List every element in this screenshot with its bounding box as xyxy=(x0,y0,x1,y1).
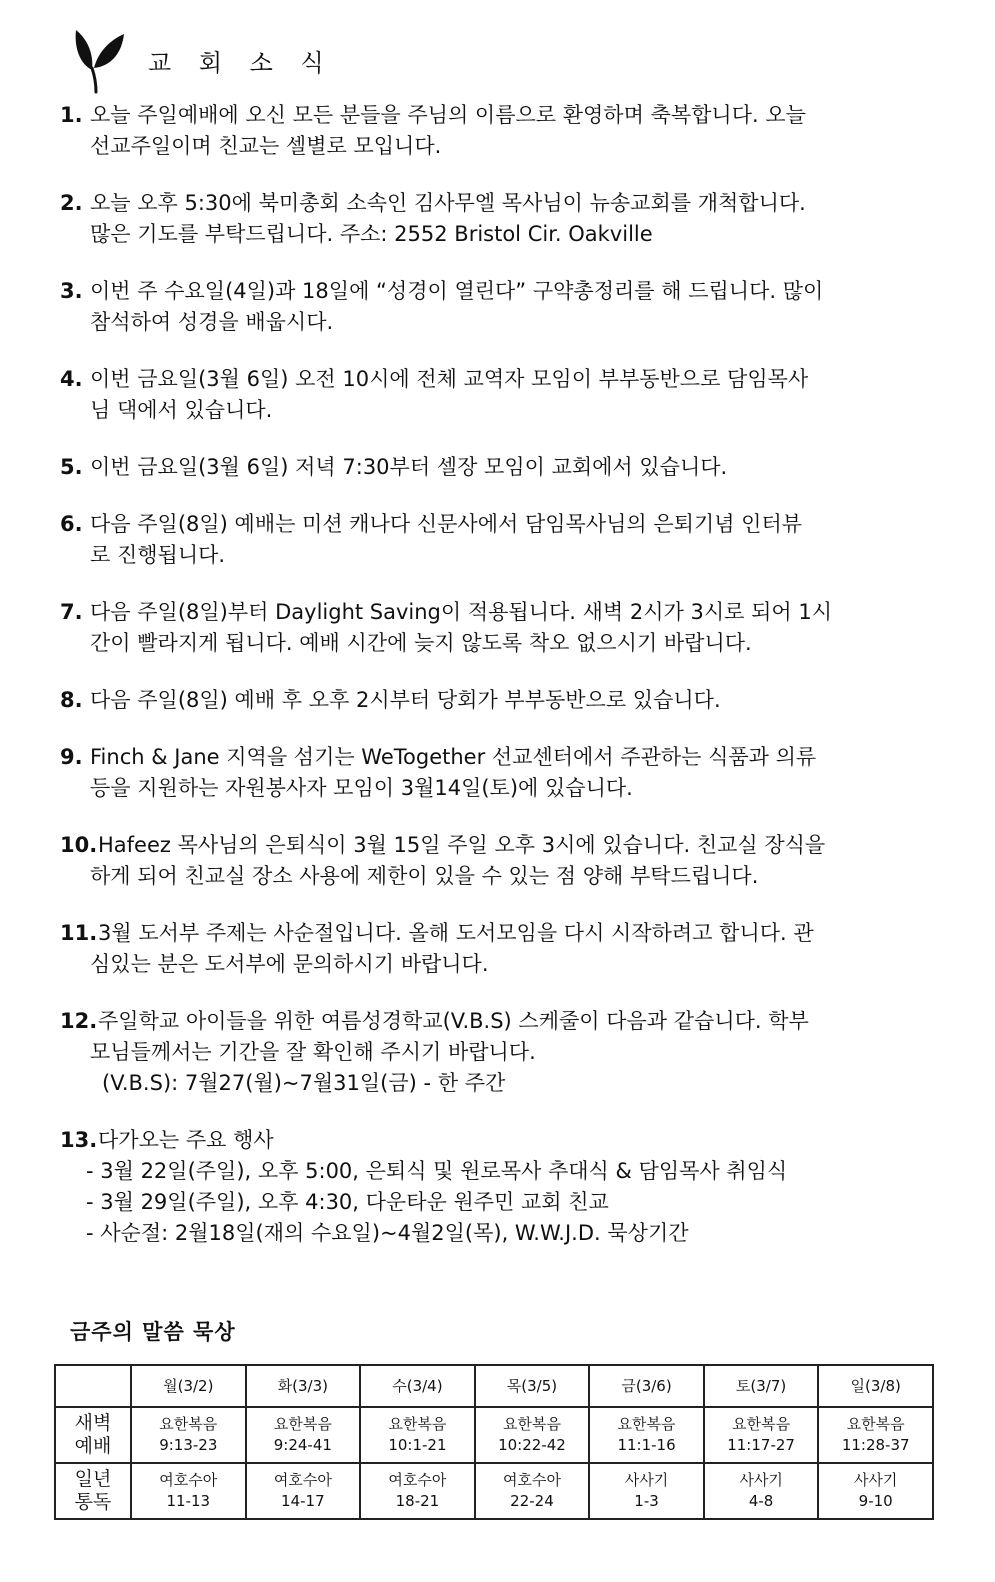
table-cell xyxy=(589,1463,704,1519)
notice-event: - 3월 29일(주일), 오후 4:30, 다운타운 원주민 교회 친교 xyxy=(86,1190,609,1214)
notice-line: 오늘 오후 5:30에 북미총회 소속인 김사무엘 목사님이 뉴송교회를 개척합니다. xyxy=(90,191,806,215)
verse-range: 11:17-27 xyxy=(727,1436,795,1454)
notice-item xyxy=(60,509,930,571)
notice-event: - 3월 22일(주일), 오후 5:00, 은퇴식 및 원로목사 추대식 & 담임목사 취임식 xyxy=(86,1159,788,1183)
verse-range: 10:1-21 xyxy=(388,1436,447,1454)
notice-line: 선교주일이며 친교는 셀별로 모입니다. xyxy=(90,134,442,158)
notice-line: 주일학교 아이들을 위한 여름성경학교(V.B.S) 스케줄이 다음과 같습니다. 학부 xyxy=(98,1009,809,1033)
notice-item xyxy=(60,597,930,659)
verse-range: 4-8 xyxy=(748,1492,774,1510)
notice-number: 5. xyxy=(60,455,83,479)
verse-range: 9-10 xyxy=(858,1492,893,1510)
notice-line: 등을 지원하는 자원봉사자 모임이 3월14일(토)에 있습니다. xyxy=(90,776,633,800)
table-row xyxy=(55,1407,933,1463)
verse-range: 18-21 xyxy=(395,1492,440,1510)
notice-number: 2. xyxy=(60,191,83,215)
notice-number: 10. xyxy=(60,833,98,857)
verse-range: 22-24 xyxy=(510,1492,554,1510)
book-name: 사사기 xyxy=(739,1471,783,1489)
row-label-line: 일년 xyxy=(74,1468,112,1490)
notice-item xyxy=(60,276,930,338)
notice-line: 다음 주일(8일) 예배는 미션 캐나다 신문사에서 담임목사님의 은퇴기념 인터뷰 xyxy=(90,512,803,536)
notice-item xyxy=(60,918,930,980)
row-label xyxy=(55,1463,131,1519)
sprout-icon xyxy=(72,24,132,96)
notice-item xyxy=(60,685,930,716)
book-name: 여호수아 xyxy=(502,1471,561,1489)
day-header: 토(3/7) xyxy=(704,1365,819,1407)
notice-line: 오늘 주일예배에 오신 모든 분들을 주님의 이름으로 환영하며 축복합니다. 오늘 xyxy=(90,103,806,127)
book-name: 요한복음 xyxy=(846,1415,905,1433)
book-name: 요한복음 xyxy=(388,1415,447,1433)
notice-number: 4. xyxy=(60,367,83,391)
notice-number: 1. xyxy=(60,103,83,127)
table-cell xyxy=(246,1407,361,1463)
table-cell xyxy=(589,1407,704,1463)
notice-line: 하게 되어 친교실 장소 사용에 제한이 있을 수 있는 점 양해 부탁드립니다. xyxy=(90,864,759,888)
notice-item xyxy=(60,188,930,250)
notice-line: 모님들께서는 기간을 잘 확인해 주시기 바랍니다. xyxy=(90,1040,536,1064)
table-cell xyxy=(475,1463,590,1519)
verse-range: 10:22-42 xyxy=(498,1436,566,1454)
verse-range: 11:28-37 xyxy=(841,1436,910,1454)
notice-item xyxy=(60,1125,930,1249)
verse-range: 11-13 xyxy=(166,1492,211,1510)
day-header: 화(3/3) xyxy=(246,1365,361,1407)
notice-item xyxy=(60,1006,930,1099)
table-cell xyxy=(704,1407,819,1463)
meditation-table xyxy=(54,1364,934,1520)
notice-line: 이번 금요일(3월 6일) 저녁 7:30부터 셀장 모임이 교회에서 있습니다. xyxy=(90,455,728,479)
book-name: 요한복음 xyxy=(273,1415,332,1433)
day-header: 일(3/8) xyxy=(818,1365,933,1407)
day-header: 월(3/2) xyxy=(131,1365,246,1407)
notice-number: 3. xyxy=(60,279,83,303)
notice-line: 많은 기도를 부탁드립니다. 주소: 2552 Bristol Cir. Oakville xyxy=(90,222,653,246)
verse-range: 11:1-16 xyxy=(617,1436,676,1454)
table-cell xyxy=(818,1407,933,1463)
notice-line: Finch & Jane 지역을 섬기는 WeTogether 선교센터에서 주관하는 식품과 의류 xyxy=(90,745,817,769)
row-label-line: 통독 xyxy=(74,1491,112,1513)
row-label-line: 새벽 xyxy=(74,1412,112,1434)
notice-number: 7. xyxy=(60,600,83,624)
verse-range: 1-3 xyxy=(634,1492,659,1510)
table-header-row xyxy=(55,1365,933,1407)
day-header: 금(3/6) xyxy=(589,1365,704,1407)
notice-line: 3월 도서부 주제는 사순절입니다. 올해 도서모임을 다시 시작하려고 합니다. 관 xyxy=(98,921,814,945)
notice-line: 간이 빨라지게 됩니다. 예배 시간에 늦지 않도록 착오 없으시기 바랍니다. xyxy=(90,631,752,655)
notice-line: 참석하여 성경을 배웁시다. xyxy=(90,310,334,334)
notice-line: 이번 금요일(3월 6일) 오전 10시에 전체 교역자 모임이 부부동반으로 담임목사 xyxy=(90,367,809,391)
book-name: 요한복음 xyxy=(732,1415,791,1433)
notice-number: 13. xyxy=(60,1128,98,1152)
notice-line: 이번 주 수요일(4일)과 18일에 “성경이 열린다” 구약총정리를 해 드립니다. 많이 xyxy=(90,279,824,303)
notice-number: 12. xyxy=(60,1009,98,1033)
table-cell xyxy=(131,1407,246,1463)
book-name: 여호수아 xyxy=(273,1471,332,1489)
table-cell xyxy=(475,1407,590,1463)
table-row xyxy=(55,1463,933,1519)
notice-line: (V.B.S): 7월27(월)~7월31일(금) - 한 주간 xyxy=(102,1071,506,1095)
notice-item xyxy=(60,100,930,162)
notice-number: 11. xyxy=(60,921,98,945)
day-header: 목(3/5) xyxy=(475,1365,590,1407)
meditation-title: 금주의 말씀 묵상 xyxy=(70,1320,236,1344)
notice-number: 6. xyxy=(60,512,83,536)
verse-range: 9:24-41 xyxy=(273,1436,332,1454)
notice-item xyxy=(60,830,930,892)
notice-line: 다음 주일(8일)부터 Daylight Saving이 적용됩니다. 새벽 2시가 3시로 되어 1시 xyxy=(90,600,832,624)
table-cell xyxy=(360,1463,475,1519)
book-name: 사사기 xyxy=(624,1471,669,1489)
table-cell xyxy=(818,1463,933,1519)
table-cell xyxy=(704,1463,819,1519)
notice-number: 9. xyxy=(60,745,83,769)
book-name: 요한복음 xyxy=(502,1415,561,1433)
book-name: 요한복음 xyxy=(159,1415,218,1433)
notice-line: 로 진행됩니다. xyxy=(90,543,226,567)
notice-number: 8. xyxy=(60,688,83,712)
table-corner-cell xyxy=(55,1365,131,1407)
notice-item xyxy=(60,364,930,426)
book-name: 여호수아 xyxy=(388,1471,447,1489)
book-name: 여호수아 xyxy=(159,1471,218,1489)
row-label-line: 예배 xyxy=(74,1435,112,1457)
notice-item xyxy=(60,452,930,483)
notice-event: - 사순절: 2월18일(재의 수요일)~4월2일(목), W.W.J.D. 묵상기간 xyxy=(86,1221,689,1245)
page-title: 교 회 소 식 xyxy=(148,49,334,77)
book-name: 요한복음 xyxy=(617,1415,676,1433)
row-label xyxy=(55,1407,131,1463)
verse-range: 14-17 xyxy=(281,1492,325,1510)
table-cell xyxy=(131,1463,246,1519)
page-header xyxy=(72,24,472,94)
book-name: 사사기 xyxy=(853,1471,898,1489)
notice-line: 님 댁에서 있습니다. xyxy=(90,398,273,422)
notice-line: 다가오는 주요 행사 xyxy=(98,1128,274,1152)
notice-list xyxy=(60,100,930,1275)
notice-item xyxy=(60,742,930,804)
verse-range: 9:13-23 xyxy=(159,1436,218,1454)
notice-line: Hafeez 목사님의 은퇴식이 3월 15일 주일 오후 3시에 있습니다. 친교실 장식을 xyxy=(98,833,826,857)
notice-line: 심있는 분은 도서부에 문의하시기 바랍니다. xyxy=(90,952,489,976)
day-header: 수(3/4) xyxy=(360,1365,475,1407)
table-cell xyxy=(360,1407,475,1463)
notice-line: 다음 주일(8일) 예배 후 오후 2시부터 당회가 부부동반으로 있습니다. xyxy=(90,688,721,712)
table-cell xyxy=(246,1463,361,1519)
